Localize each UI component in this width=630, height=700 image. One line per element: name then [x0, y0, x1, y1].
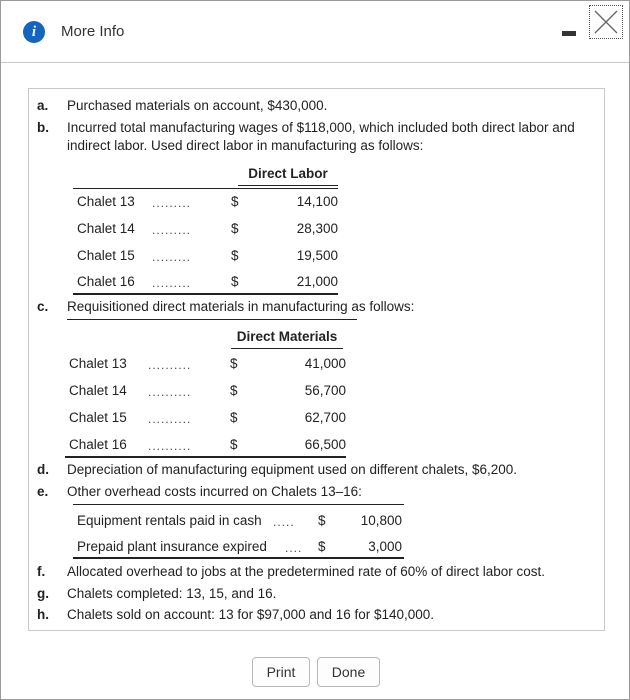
table-row-value: 19,500	[296, 248, 338, 263]
direct-labor-header: Direct Labor	[248, 166, 328, 181]
table-top-rule	[73, 504, 404, 505]
table-row-label: Chalet 13	[69, 356, 127, 371]
table-row-label: Chalet 16	[69, 437, 127, 452]
dialog-title: More Info	[61, 23, 125, 40]
leader-dots: .........	[152, 276, 192, 290]
done-button[interactable]: Done	[317, 657, 380, 687]
table-row-label: Prepaid plant insurance expired	[77, 539, 267, 554]
close-button[interactable]	[589, 5, 623, 39]
table-top-rule	[73, 188, 338, 189]
header-underline	[231, 348, 343, 349]
item-letter-f: f.	[37, 564, 46, 579]
currency-symbol: $	[231, 248, 239, 263]
item-letter-b: b.	[37, 120, 49, 135]
table-row-value: 21,000	[296, 274, 338, 289]
leader-dots: .........	[152, 250, 192, 264]
item-letter-h: h.	[37, 607, 49, 622]
currency-symbol: $	[230, 437, 238, 452]
currency-symbol: $	[230, 356, 238, 371]
header-underline	[238, 185, 338, 186]
currency-symbol: $	[231, 274, 239, 289]
table-bottom-rule	[65, 456, 346, 458]
leader-dots: .........	[152, 223, 192, 237]
currency-symbol: $	[318, 513, 326, 528]
item-c-underline	[67, 319, 357, 320]
item-b-text-line1: Incurred total manufacturing wages of $118,000, which included both direct labor and	[67, 120, 575, 135]
item-e-text: Other overhead costs incurred on Chalets 13–16:	[67, 484, 362, 499]
table-row-value: 62,700	[304, 410, 346, 425]
leader-dots: ..........	[148, 412, 192, 426]
item-letter-d: d.	[37, 462, 49, 477]
item-d-text: Depreciation of manufacturing equipment used on different chalets, $6,200.	[67, 462, 518, 477]
item-c-text: Requisitioned direct materials in manufacturing as follows:	[67, 299, 415, 314]
item-letter-e: e.	[37, 484, 49, 499]
table-row-value: 28,300	[296, 221, 338, 236]
direct-materials-header: Direct Materials	[236, 329, 338, 344]
currency-symbol: $	[318, 539, 326, 554]
table-row-label: Chalet 15	[77, 248, 135, 263]
leader-dots: .........	[152, 196, 192, 210]
leader-dots: ..........	[148, 358, 192, 372]
info-icon: i	[23, 21, 45, 43]
table-row-value: 56,700	[304, 383, 346, 398]
table-row-label: Chalet 16	[77, 274, 135, 289]
table-row-value: 66,500	[304, 437, 346, 452]
table-row-value: 3,000	[368, 539, 402, 554]
leader-dots: ....	[285, 541, 303, 555]
table-row-label: Chalet 14	[77, 221, 135, 236]
table-row-value: 41,000	[304, 356, 346, 371]
item-f-text: Allocated overhead to jobs at the predetermined rate of 60% of direct labor cost.	[67, 564, 546, 579]
currency-symbol: $	[230, 410, 238, 425]
close-icon	[592, 8, 620, 36]
leader-dots: ..........	[148, 385, 192, 399]
table-row-value: 10,800	[360, 513, 402, 528]
currency-symbol: $	[231, 194, 239, 209]
print-button[interactable]: Print	[252, 657, 310, 687]
table-bottom-rule	[73, 557, 404, 559]
table-bottom-rule	[73, 293, 338, 295]
item-letter-g: g.	[37, 586, 49, 601]
currency-symbol: $	[230, 383, 238, 398]
table-row-label: Equipment rentals paid in cash	[77, 513, 262, 528]
table-row-label: Chalet 14	[69, 383, 127, 398]
minimize-button[interactable]	[562, 31, 576, 36]
item-h-text: Chalets sold on account: 13 for $97,000 and 16 for $140,000.	[67, 607, 435, 622]
leader-dots: .....	[273, 515, 295, 529]
currency-symbol: $	[231, 221, 239, 236]
table-row-label: Chalet 15	[69, 410, 127, 425]
item-letter-c: c.	[37, 299, 49, 314]
item-a-text: Purchased materials on account, $430,000.	[67, 98, 328, 113]
table-row-value: 14,100	[296, 194, 338, 209]
item-g-text: Chalets completed: 13, 15, and 16.	[67, 586, 277, 601]
item-b-text-line2: indirect labor. Used direct labor in manufacturing as follows:	[67, 138, 424, 153]
leader-dots: ..........	[148, 439, 192, 453]
dialog-titlebar	[1, 1, 629, 63]
item-letter-a: a.	[37, 98, 49, 113]
table-row-label: Chalet 13	[77, 194, 135, 209]
